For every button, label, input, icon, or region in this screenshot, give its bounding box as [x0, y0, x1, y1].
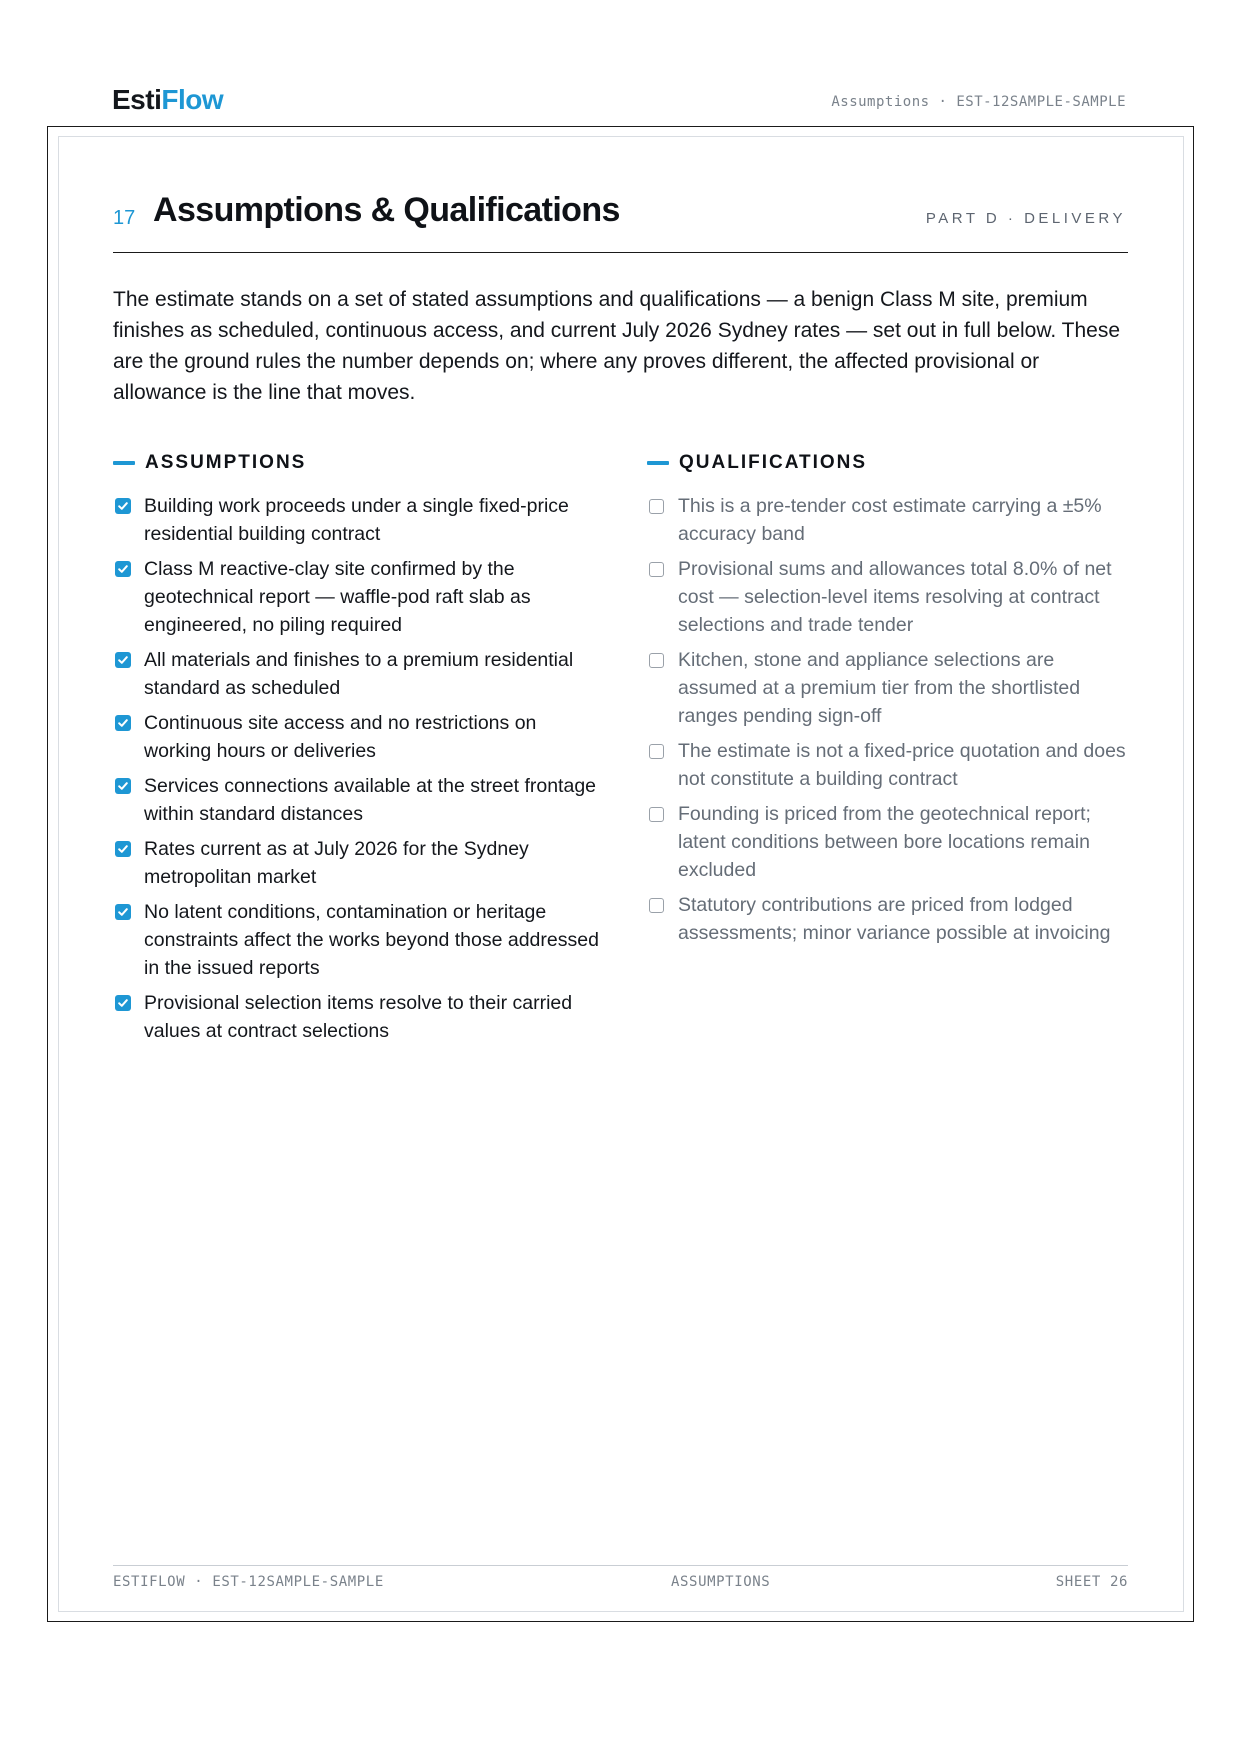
qualification-item — [647, 646, 1132, 730]
footer-right: SHEET 26 — [1055, 1574, 1128, 1590]
assumption-text: Services connections available at the street frontage within standard distances — [144, 775, 597, 825]
assumptions-list — [113, 492, 603, 1045]
assumption-item — [113, 772, 603, 828]
qualification-text: Kitchen, stone and appliance selections are assumed at a premium tier from the shortlisted ranges pending sign-off — [678, 649, 1081, 727]
checkbox-empty-icon — [649, 653, 664, 668]
assumption-text: Class M reactive-clay site confirmed by the geotechnical report — waffle-pod raft slab as engineered, no piling required — [144, 558, 531, 636]
assumption-text: Building work proceeds under a single fixed-price residential building contract — [144, 495, 569, 545]
assumption-text: No latent conditions, contamination or heritage constraints affect the works beyond those addressed in the issued reports — [144, 901, 599, 979]
intro-paragraph: The estimate stands on a set of stated assumptions and qualifications — a benign Class M site, premium finishes as scheduled, continuous access, and current July 2026 Sydney rates — set out in full below. These are the ground rules the number depends on; where any proves different, the affected provisional or allowance is the line that moves. — [113, 288, 1121, 404]
section-number: 17 — [113, 207, 136, 229]
qualifications-header — [647, 450, 1132, 476]
qualification-item — [647, 555, 1132, 639]
assumption-item — [113, 555, 603, 639]
assumption-text: Rates current as at July 2026 for the Sydney metropolitan market — [144, 838, 529, 888]
title-divider — [113, 252, 1128, 253]
assumption-item — [113, 898, 603, 982]
assumption-item — [113, 989, 603, 1045]
assumption-text: Continuous site access and no restrictions on working hours or deliveries — [144, 712, 537, 762]
checkbox-checked-icon — [115, 498, 131, 514]
footer-divider — [113, 1565, 1128, 1566]
accent-dash-icon — [113, 461, 135, 465]
brand-logo — [112, 84, 223, 116]
checkbox-checked-icon — [115, 652, 131, 668]
brand-logo-part2: Flow — [161, 84, 224, 115]
assumption-text: Provisional selection items resolve to their carried values at contract selections — [144, 992, 573, 1042]
page-title: Assumptions & Qualifications — [153, 191, 620, 229]
qualification-text: Provisional sums and allowances total 8.0% of net cost — selection-level items resolving at contract selections and trade tender — [678, 558, 1112, 636]
part-label: PART D · DELIVERY — [925, 210, 1126, 227]
qualifications-column — [647, 450, 1132, 954]
accent-dash-icon — [647, 461, 669, 465]
qualification-item — [647, 492, 1132, 548]
footer-left: ESTIFLOW · EST-12SAMPLE-SAMPLE — [113, 1574, 384, 1590]
checkbox-empty-icon — [649, 499, 664, 514]
checkbox-checked-icon — [115, 841, 131, 857]
checkbox-empty-icon — [649, 898, 664, 913]
qualification-text: Founding is priced from the geotechnical report; latent conditions between bore locations remain excluded — [678, 803, 1091, 881]
footer-center: ASSUMPTIONS — [671, 1574, 771, 1590]
assumptions-column — [113, 450, 603, 1052]
brand-logo-part1: Esti — [112, 84, 162, 115]
checkbox-empty-icon — [649, 562, 664, 577]
assumption-item — [113, 709, 603, 765]
assumption-item — [113, 646, 603, 702]
checkbox-checked-icon — [115, 778, 131, 794]
qualification-text: Statutory contributions are priced from lodged assessments; minor variance possible at invoicing — [678, 894, 1111, 944]
checkbox-empty-icon — [649, 744, 664, 759]
qualification-text: The estimate is not a fixed-price quotation and does not constitute a building contract — [678, 740, 1126, 790]
qualification-item — [647, 800, 1132, 884]
assumptions-heading: ASSUMPTIONS — [145, 452, 307, 473]
checkbox-empty-icon — [649, 807, 664, 822]
assumptions-header — [113, 450, 603, 476]
qualifications-list — [647, 492, 1132, 947]
qualification-item — [647, 737, 1132, 793]
assumption-text: All materials and finishes to a premium residential standard as scheduled — [144, 649, 574, 699]
qualification-text: This is a pre-tender cost estimate carrying a ±5% accuracy band — [678, 495, 1102, 545]
header-meta: Assumptions · EST-12SAMPLE-SAMPLE — [831, 94, 1126, 110]
qualifications-heading: QUALIFICATIONS — [679, 452, 868, 473]
assumption-item — [113, 835, 603, 891]
checkbox-checked-icon — [115, 904, 131, 920]
assumption-item — [113, 492, 603, 548]
checkbox-checked-icon — [115, 995, 131, 1011]
checkbox-checked-icon — [115, 561, 131, 577]
checkbox-checked-icon — [115, 715, 131, 731]
qualification-item — [647, 891, 1132, 947]
